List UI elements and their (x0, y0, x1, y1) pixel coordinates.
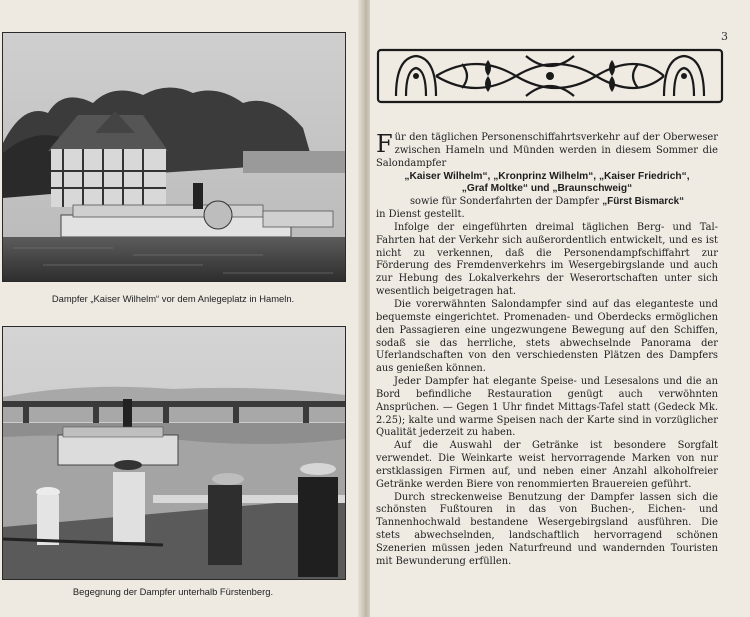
art-nouveau-ornament (376, 46, 724, 110)
right-page (370, 0, 750, 617)
intro-text: ür den täglichen Personenschiffahrtsverkehr auf der Oberweser zwischen Hameln und Münden werden in diesem Sommer die Salondampfer (376, 132, 718, 169)
intro-paragraph (376, 132, 718, 222)
photo-steamer-at-pier (2, 32, 346, 282)
page-number: 3 (721, 30, 728, 43)
dropcap: F (376, 130, 393, 158)
paragraph-traffic: Infolge der eingeführten dreimal täglichen Berg- und Tal-Fahrten hat der Verkehr sich außerordentlich entwickelt, und es ist nicht zu verkennen, daß die Personendampfschiffahrt zur Förderung des Fremdenverkehrs im Wesergebirgslande und auch zur Hebung des Lokalverkehrs der Weserortschaften unter sich wesentlich beigetragen hat. (376, 221, 718, 298)
paragraph-dining: Jeder Dampfer hat elegante Speise- und Lesesalons und die an Bord befindliche Restauration genügt auch verwöhnten Ansprüchen. — Gegen 1 Uhr findet Mittags-Tafel statt (Gedeck Mk. 2.25); kalte und warme Speisen nach der Karte sind in vorzüglicher Qualität jederzeit zu haben. (376, 376, 718, 439)
photo-steamers-meeting (2, 326, 346, 580)
paragraph-hiking: Durch streckenweise Benutzung der Dampfer lassen sich die schönsten Fußtouren in das von Buchen-, Eichen- und Tannenhochwald bestandene Wesergebirgsland ausführen. Die stets abwechselnden, landschaftlich hervorragend schönen Szenerien müssen jeden Naturfreund und wandernden Touristen mit Bewunderung erfüllen. (376, 491, 718, 567)
photo-bottom-caption: Begegnung der Dampfer unterhalb Fürstenberg. (72, 586, 274, 597)
ship-names-line2: „Graf Moltke“ und „Braunschweig“ (461, 183, 633, 195)
after-ships-text: sowie für Sonderfahrten der Dampfer (409, 196, 600, 208)
paragraph-drinks: Auf die Auswahl der Getränke ist besondere Sorgfalt verwendet. Die Weinkarte weist hervorragende Marken von nur erstklassigen Firmen auf, und neben einer Anzahl alkoholfreier Getränke werden Biere von renommierten Brauereien geführt. (376, 440, 718, 490)
ship-names-line1: „Kaiser Wilhelm“, „Kronprinz Wilhelm“, „Kaiser Friedrich“, (404, 170, 690, 182)
special-ship-name: „Fürst Bismarck“ (602, 196, 685, 208)
intro-ending: in Dienst gestellt. (376, 209, 465, 221)
paragraph-salons: Die vorerwähnten Salondampfer sind auf das eleganteste und bequemste eingerichtet. Promenaden- und Oberdecks ermöglichen den Passagieren eine ungezwungene Bewegung auf den Schiffen, sodaß sie das herrliche, stets abwechselnde Panorama der Uferlandschaften von den verschiedensten Plätzen des Dampfers aus genießen können. (376, 298, 718, 375)
left-page (0, 0, 360, 617)
photo-top-caption: Dampfer „Kaiser Wilhelm“ vor dem Anlegeplatz in Hameln. (51, 293, 295, 304)
article-text (376, 132, 718, 569)
